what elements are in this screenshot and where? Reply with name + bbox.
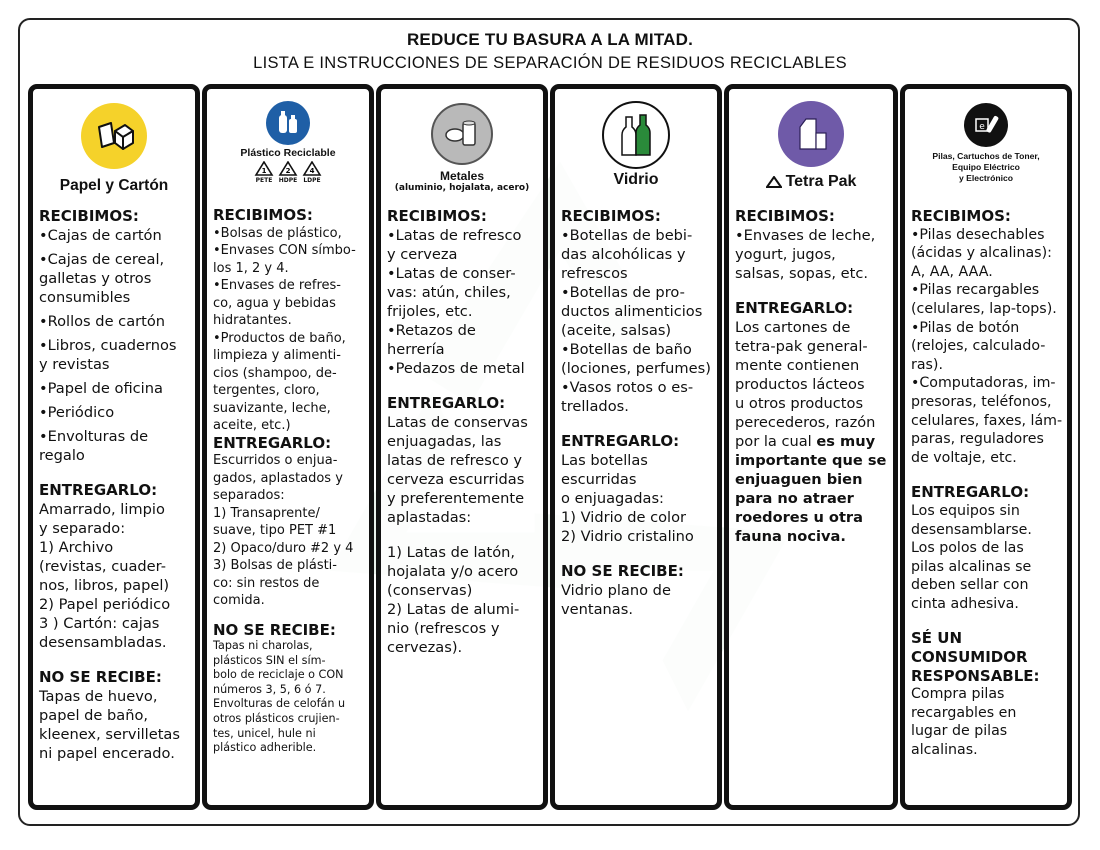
tetra-pak-triangle-icon <box>766 176 782 188</box>
list-item: •Retazos de herrería <box>387 322 476 358</box>
category-name: Metales <box>439 169 485 183</box>
column-header <box>381 97 543 209</box>
list-item: •Pilas desechables (ácidas y alcalinas): A, AA, AAA. <box>911 226 1052 280</box>
column-plastic <box>202 84 374 810</box>
recycle-code-4-icon <box>302 161 322 184</box>
column-body <box>213 207 365 756</box>
list-item: •Cajas de cereal, galletas y otros consumibles <box>39 251 165 306</box>
svg-text:e: e <box>979 122 985 132</box>
deliver-title: ENTREGARLO: <box>735 299 854 317</box>
recycle-code-1-icon <box>254 161 274 184</box>
not-accepted-text: Tapas de huevo, papel de baño, kleenex, servilletas ni papel encerado. <box>39 688 180 762</box>
deliver-title: ENTREGARLO: <box>39 481 158 499</box>
deliver-title: ENTREGARLO: <box>213 433 332 452</box>
poster-title: REDUCE TU BASURA A LA MITAD. <box>406 30 694 49</box>
not-accepted-title: NO SE RECIBE: <box>39 668 162 686</box>
list-item: •Papel de oficina <box>39 380 163 397</box>
deliver-text: Las botellas escurridas o enjuagadas: 1) Vidrio de color 2) Vidrio cristalino <box>561 452 694 545</box>
column-header <box>905 97 1067 209</box>
column-glass <box>550 84 722 810</box>
deliver-title: ENTREGARLO: <box>561 432 680 450</box>
deliver-title: ENTREGARLO: <box>387 394 506 412</box>
recycle-code-2-icon <box>278 161 298 184</box>
plastic-bottles-icon <box>266 101 310 145</box>
list-item: •Bolsas de plástico, <box>213 225 342 241</box>
receive-title: RECIBIMOS: <box>387 207 487 225</box>
recycle-code-number: 1 <box>261 167 267 175</box>
responsible-consumer-title: SÉ UN CONSUMIDOR RESPONSABLE: <box>911 629 1040 685</box>
receive-title: RECIBIMOS: <box>213 206 313 224</box>
deliver-text: Latas de conservas enjuagadas, las latas de refresco y cerveza escurridas y preferentemente aplastadas: <box>387 414 528 526</box>
poster-header <box>0 30 1100 73</box>
receive-title: RECIBIMOS: <box>561 207 661 225</box>
electronics-icon <box>964 103 1008 147</box>
tetra-pak-logo <box>729 173 893 191</box>
category-subtitle: (aluminio, hojalata, acero) <box>394 183 530 193</box>
column-metals <box>376 84 548 810</box>
recycle-codes <box>207 161 369 184</box>
not-accepted-title: NO SE RECIBE: <box>561 562 684 580</box>
not-accepted-title: NO SE RECIBE: <box>213 620 336 639</box>
list-item: •Computadoras, im- presoras, teléfonos, celulares, faxes, lám- paras, reguladores de voltaje, etc. <box>911 375 1063 466</box>
paper-box-icon <box>81 103 147 169</box>
recycle-code-label: LDPE <box>303 177 321 184</box>
not-accepted-text: Vidrio plano de ventanas. <box>561 582 671 618</box>
column-tetrapak <box>724 84 898 810</box>
category-name: Papel y Cartón <box>59 177 169 194</box>
recycle-code-number: 4 <box>309 167 315 175</box>
list-item: •Latas de conser- vas: atún, chiles, frijoles, etc. <box>387 265 516 320</box>
column-header <box>555 97 717 209</box>
recycle-code-number: 2 <box>285 167 291 175</box>
metal-cans-icon <box>431 103 493 165</box>
responsible-consumer-text: Compra pilas recargables en lugar de pilas alcalinas. <box>911 686 1017 759</box>
list-item: •Envases CON símbo- los 1, 2 y 4. <box>213 243 356 276</box>
poster-subtitle: LISTA E INSTRUCCIONES DE SEPARACIÓN DE RESIDUOS RECICLABLES <box>253 54 847 72</box>
category-name: Pilas, Cartuchos de Toner, Equipo Eléctrico y Electrónico <box>932 151 1040 183</box>
list-item: •Vasos rotos o es- trellados. <box>561 379 694 415</box>
column-body <box>911 207 1063 760</box>
column-body <box>561 207 713 619</box>
column-header <box>33 97 195 209</box>
receive-title: RECIBIMOS: <box>39 207 139 225</box>
list-item: •Envolturas de regalo <box>39 428 149 464</box>
column-body <box>39 207 191 763</box>
deliver-list: 1) Latas de latón, hojalata y/o acero (conservas) 2) Latas de alumi- nio (refrescos y cervezas). <box>387 544 520 656</box>
list-item: •Cajas de cartón <box>39 227 162 244</box>
list-item: •Envases de leche, yogurt, jugos, salsas, sopas, etc. <box>735 227 876 282</box>
deliver-text-bold: es muy importante que se enjuaguen bien para no atraer roedores u otra fauna nociva. <box>735 433 887 545</box>
list-item: •Botellas de bebi- das alcohólicas y refrescos <box>561 227 693 282</box>
deliver-text: Los equipos sin desensamblarse. Los polos de las pilas alcalinas se deben sellar con cinta adhesiva. <box>911 502 1032 612</box>
deliver-title: ENTREGARLO: <box>911 483 1030 502</box>
not-accepted-text: Tapas ni charolas, plásticos SIN el sím- bolo de reciclaje o CON números 3, 5, 6 ó 7. Envolturas de celofán u otros plásticos crujien- tes, unicel, hule ni plástico adherible. <box>213 639 346 755</box>
list-item: •Rollos de cartón <box>39 313 166 330</box>
category-name: Vidrio <box>613 171 659 188</box>
category-name: Plástico Reciclable <box>240 147 336 159</box>
list-item: •Botellas de pro- ductos alimenticios (aceite, salsas) <box>561 284 703 339</box>
recycle-code-label: PETE <box>255 177 273 184</box>
milk-carton-icon <box>778 101 844 167</box>
column-body <box>387 207 539 657</box>
list-item: •Libros, cuadernos y revistas <box>39 337 177 373</box>
deliver-text: Amarrado, limpio y separado: 1) Archivo (revistas, cuader- nos, libros, papel) 2) Papel periódico 3 ) Cartón: cajas desensambladas. <box>39 501 171 651</box>
column-body <box>735 207 889 546</box>
column-paper <box>28 84 200 810</box>
list-item: •Pedazos de metal <box>387 360 525 377</box>
deliver-text <box>735 318 889 546</box>
recycle-code-label: HDPE <box>278 177 298 184</box>
list-item: •Latas de refresco y cerveza <box>387 227 522 263</box>
list-item: •Pilas de botón (relojes, calculado- ras). <box>911 319 1046 373</box>
list-item: •Botellas de baño (lociones, perfumes) <box>561 341 711 377</box>
column-header <box>729 97 893 209</box>
list-item: •Periódico <box>39 404 115 421</box>
deliver-text-regular: Los cartones de tetra-pak general- mente contienen productos lácteos u otros productos perecederos, razón por la cual <box>735 319 876 450</box>
receive-title: RECIBIMOS: <box>911 207 1011 225</box>
glass-bottles-icon <box>602 101 670 169</box>
list-item: •Productos de baño, limpieza y alimenti- cios (shampoo, de- tergentes, cloro, suavizante, leche, aceite, etc.) <box>213 330 346 433</box>
receive-title: RECIBIMOS: <box>735 207 835 225</box>
list-item: •Pilas recargables (celulares, lap-tops). <box>911 282 1057 317</box>
column-header <box>207 97 369 209</box>
deliver-text: Escurridos o enjua- gados, aplastados y separados: 1) Transaprente/ suave, tipo PET #1 2) Opaco/duro #2 y 4 3) Bolsas de plásti- co: sin restos de comida. <box>213 453 354 608</box>
list-item: •Envases de refres- co, agua y bebidas hidratantes. <box>213 278 341 328</box>
column-electronics <box>900 84 1072 810</box>
category-name: Tetra Pak <box>785 173 857 190</box>
